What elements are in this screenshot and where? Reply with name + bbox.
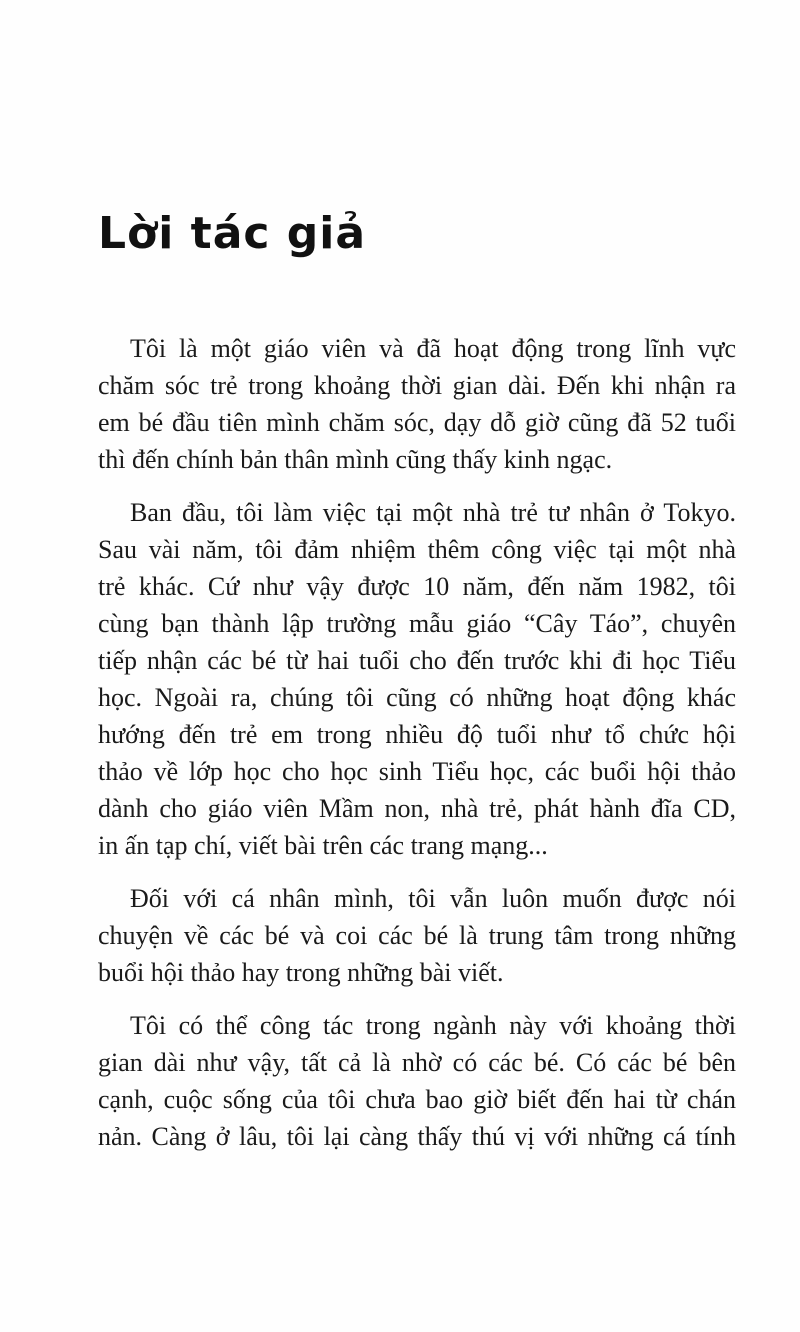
text-line: gian dài như vậy, tất cả là nhờ có các bé. Có các bé bên xyxy=(98,1048,736,1077)
text-line: Tôi là một giáo viên và đã hoạt động trong lĩnh vực xyxy=(130,334,736,363)
text-line: trẻ khác. Cứ như vậy được 10 năm, đến năm 1982, tôi xyxy=(98,572,736,601)
text-line: thì đến chính bản thân mình cũng thấy kinh ngạc. xyxy=(98,445,613,474)
text-line: chăm sóc trẻ trong khoảng thời gian dài. Đến khi nhận ra xyxy=(98,371,736,400)
text-line: em bé đầu tiên mình chăm sóc, dạy dỗ giờ cũng đã 52 tuổi xyxy=(98,408,736,437)
text-line: nản. Càng ở lâu, tôi lại càng thấy thú vị với những cá tính xyxy=(98,1122,736,1151)
paragraph-4 xyxy=(98,1007,736,1155)
text-line: cạnh, cuộc sống của tôi chưa bao giờ biết đến hai từ chán xyxy=(98,1085,736,1114)
paragraph-1 xyxy=(98,330,736,478)
text-line: Đối với cá nhân mình, tôi vẫn luôn muốn được nói xyxy=(130,884,736,913)
body-text xyxy=(98,330,736,1171)
text-line: chuyện về các bé và coi các bé là trung tâm trong những xyxy=(98,921,736,950)
text-line: Sau vài năm, tôi đảm nhiệm thêm công việc tại một nhà xyxy=(98,535,736,564)
paragraph-2 xyxy=(98,494,736,864)
paragraph-3 xyxy=(98,880,736,991)
text-line: cùng bạn thành lập trường mẫu giáo “Cây Táo”, chuyên xyxy=(98,609,736,638)
text-line: tiếp nhận các bé từ hai tuổi cho đến trước khi đi học Tiểu xyxy=(98,646,736,675)
text-line: hướng đến trẻ em trong nhiều độ tuổi như tổ chức hội xyxy=(98,720,736,749)
text-line: Tôi có thể công tác trong ngành này với khoảng thời xyxy=(130,1011,736,1040)
text-line: in ấn tạp chí, viết bài trên các trang mạng... xyxy=(98,831,548,860)
text-line: buổi hội thảo hay trong những bài viết. xyxy=(98,958,504,987)
page-title: Lời tác giả xyxy=(98,208,367,259)
text-line: dành cho giáo viên Mầm non, nhà trẻ, phát hành đĩa CD, xyxy=(98,794,736,823)
text-line: học. Ngoài ra, chúng tôi cũng có những hoạt động khác xyxy=(98,683,736,712)
text-line: Ban đầu, tôi làm việc tại một nhà trẻ tư nhân ở Tokyo. xyxy=(130,498,736,527)
text-line: thảo về lớp học cho học sinh Tiểu học, các buổi hội thảo xyxy=(98,757,736,786)
